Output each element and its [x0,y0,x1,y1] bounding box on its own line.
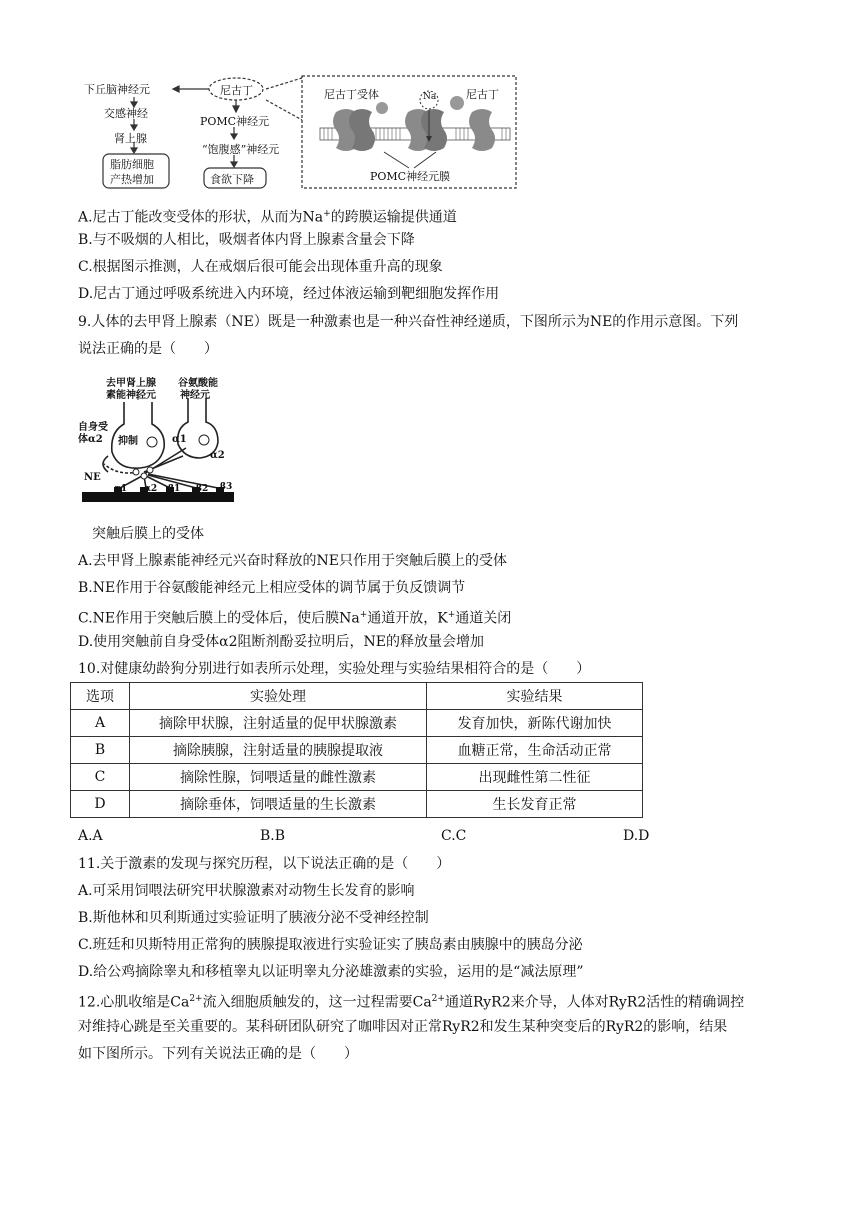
table-row [71,764,643,791]
q10-stem: 10.对健康幼龄狗分别进行如表所示处理，实验处理与实验结果相符合的是（ ） [78,661,591,677]
q10-table [70,682,643,818]
label-rec-a2: α2 [144,484,158,494]
label-rec-b2: β2 [196,484,209,494]
q9-option-d: D.使用突触前自身受体α2阻断剂酚妥拉明后，NE的释放量会增加 [78,634,485,650]
table-cell: 血糖正常，生命活动正常 [427,737,643,764]
table-cell: 发育加快，新陈代谢加快 [427,710,643,737]
q9-option-c: C.NE作用于突触后膜上的受体后，使后膜Na+通道开放，K+通道关闭 [78,610,512,627]
q9-stem-2: 说法正确的是（ ） [78,341,218,357]
label-rec-a1: α1 [114,484,128,494]
table-row [71,791,643,818]
label-adrenal: 肾上腺 [114,132,147,145]
table-row [71,710,643,737]
table-cell: 摘除性腺，饲喂适量的雌性激素 [130,764,427,791]
q11-option-d: D.给公鸡摘除睾丸和移植睾丸以证明睾丸分泌雄激素的实验，运用的是“减法原理” [78,964,584,980]
table-cell: 生长发育正常 [427,791,643,818]
q11-option-c: C.班廷和贝斯特用正常狗的胰腺提取液进行实验证实了胰岛素由胰腺中的胰岛分泌 [78,937,583,953]
q12-stem-1: 12.心肌收缩是$Ca^{2+}$流入细胞质触发的，这一过程需要$Ca^{2+}$通道RyR2来介导，人体对RyR2活性的精确调控 [78,994,745,1011]
table-cell: 摘除垂体，饲喂适量的生长激素 [130,791,427,818]
label-glu-neuron-2: 神经元 [180,390,210,401]
label-sympathetic: 交感神经 [104,107,148,120]
q9-figure-caption: 突触后膜上的受体 [92,526,204,542]
table-header: 实验结果 [427,683,643,710]
q8-option-c: C.根据图示推测，人在戒烟后很可能会出现体重升高的现象 [78,259,443,275]
q8-option-d: D.尼古丁通过呼吸系统进入内环境，经过体液运输到靶细胞发挥作用 [78,286,500,302]
q9-stem-1: 9.人体的去甲肾上腺素（NE）既是一种激素也是一种兴奋性神经递质，下图所示为NE的作用示意图。下列 [78,314,739,330]
q8-option-a: A.尼古丁能改变受体的形状，从而为Na+的跨膜运输提供通道 [78,209,457,226]
q12-stem-3: 如下图所示。下列有关说法正确的是（ ） [78,1046,358,1062]
label-rec-b1: β1 [168,484,181,494]
label-hypothalamus: 下丘脑神经元 [84,83,150,96]
label-nicotine-2: 尼古丁 [466,88,499,101]
table-cell: 出现雌性第二性征 [427,764,643,791]
label-appetite: 食欲下降 [210,173,254,186]
q10-option-a: A.A [78,828,103,844]
table-header-row [71,683,643,710]
table-cell: 摘除胰腺，注射适量的胰腺提取液 [130,737,427,764]
q11-option-b: B.斯他林和贝利斯通过实验证明了胰液分泌不受神经控制 [78,910,429,926]
table-cell: A [71,710,130,737]
figure-ne [78,372,238,504]
label-alpha2: α2 [210,450,225,461]
table-header: 实验处理 [130,683,427,710]
label-auto-1: 自身受 [78,422,108,433]
table-header: 选项 [71,683,130,710]
label-ne-neuron-1: 去甲肾上腺 [106,378,156,389]
label-na: Na [423,92,437,102]
q10-option-c: C.C [441,828,467,844]
q10-option-b: B.B [260,828,286,844]
label-rec-b3: β3 [220,482,233,492]
label-inhibit: 抑制 [118,436,138,447]
label-ne: NE [84,472,101,483]
label-auto-2: 体α2 [78,434,103,445]
q8-option-b: B.与不吸烟的人相比，吸烟者体内肾上腺素含量会下降 [78,232,415,248]
label-satiety: “饱腹感”神经元 [202,143,280,156]
table-cell: B [71,737,130,764]
label-fat-2: 产热增加 [110,173,154,186]
q11-option-a: A.可采用饲喂法研究甲状腺激素对动物生长发育的影响 [78,883,415,899]
label-glu-neuron-1: 谷氨酸能 [178,378,218,389]
q11-stem: 11.关于激素的发现与探究历程，以下说法正确的是（ ） [78,856,451,872]
q12-stem-2: 对维持心跳是至关重要的。某科研团队研究了咖啡因对正常RyR2和发生某种突变后的RyR2的影响，结果 [78,1019,728,1035]
table-cell: C [71,764,130,791]
table-row [71,737,643,764]
figure-nicotine [84,70,520,192]
q10-option-d: D.D [623,828,650,844]
label-nicotine: 尼古丁 [220,84,253,97]
q9-option-b: B.NE作用于谷氨酸能神经元上相应受体的调节属于负反馈调节 [78,580,466,596]
label-receptor: 尼古丁受体 [324,88,379,101]
label-ne-neuron-2: 素能神经元 [106,390,156,401]
label-fat-1: 脂肪细胞 [110,158,154,171]
label-alpha1: α1 [172,434,187,445]
table-cell: 摘除甲状腺，注射适量的促甲状腺激素 [130,710,427,737]
label-pomc: POMC神经元 [200,115,270,128]
table-cell: D [71,791,130,818]
q9-option-a: A.去甲肾上腺素能神经元兴奋时释放的NE只作用于突触后膜上的受体 [78,553,508,569]
label-membrane: POMC神经元膜 [370,170,451,183]
